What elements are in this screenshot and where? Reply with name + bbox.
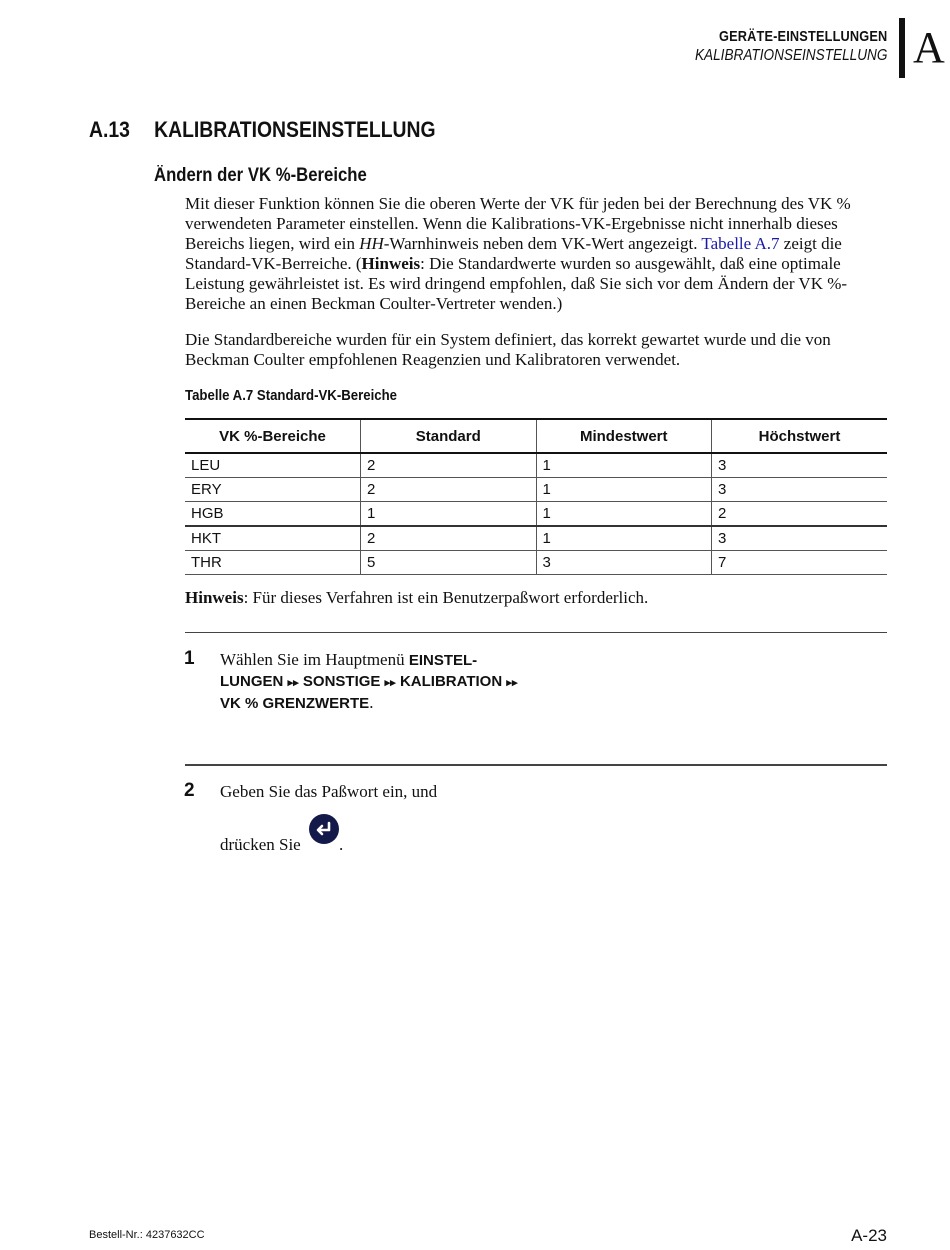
table-cell: 1 [361,502,537,527]
order-number: Bestell-Nr.: 4237632CC [89,1229,205,1241]
intro-text-3: zeigt die Standard-VK-Berreiche. ( [185,234,842,273]
table-header: Standard [361,419,537,453]
table-cell: 3 [712,478,888,502]
note-label: Hinweis [185,588,244,607]
header-section: KALIBRATIONSEINSTELLUNG [694,47,887,64]
table-row [185,453,887,478]
table-cell: 2 [361,478,537,502]
menu-keyword: KALIBRATION [399,673,503,690]
table-link[interactable]: Tabelle A.7 [701,234,780,253]
table-cell: 2 [712,502,888,527]
menu-arrow: ▸▸ [287,677,299,689]
password-note [185,588,887,608]
intro-note-label: Hinweis [361,254,421,273]
table-row [185,478,887,502]
step-2-continuation [220,822,540,855]
section-title: KALIBRATIONSEINSTELLUNG [154,117,436,142]
note-text: : Für dieses Verfahren ist ein Benutzerpaßwort erforderlich. [243,588,649,607]
table-cell: LEU [185,453,361,478]
step-divider [185,764,887,766]
table-cell: 1 [536,526,712,551]
menu-keyword: EINSTEL- [408,652,478,669]
table-cell: 3 [712,453,888,478]
table-cell: THR [185,551,361,575]
table-cell: 5 [361,551,537,575]
step-number: 2 [184,780,195,801]
table-cell: 3 [536,551,712,575]
table-header-row [185,419,887,453]
table-row [185,526,887,551]
table-row [185,502,887,527]
table-cell: 1 [536,453,712,478]
menu-keyword: LUNGEN [220,673,284,690]
intro-text-1: Mit dieser Funktion können Sie die oberen Werte der VK für jeden bei der Berechnung des VK % verwendeten Parameter einstellen. Wenn die Kalibrations-VK-Ergebnisse nicht innerhalb dieses Bereichs liegen, wird ein [185,194,851,253]
table-row [185,551,887,575]
menu-arrow: ▸▸ [506,677,518,689]
header-bar [899,18,905,78]
section-number: A.13 [89,117,130,142]
table-cell: 1 [536,502,712,527]
step-end: . [369,693,374,712]
table-header: VK %-Bereiche [185,419,361,453]
vk-ranges-table [185,418,887,575]
header-chapter: GERÄTE-EINSTELLUNGEN [718,28,887,45]
menu-arrow: ▸▸ [384,677,396,689]
running-header [661,28,887,65]
table-cell: 1 [536,478,712,502]
intro-text-4: : Die Standardwerte wurden so ausgewählt, daß eine optimale Leistung gewährleistet ist. Es wird dringend empfohlen, daß Sie sich vor dem Ändern der VK %-Bereiche an einen Beckman Coulter-Vertreter wenden.) [185,254,848,313]
step-number: 1 [184,648,195,669]
table-cell: HGB [185,502,361,527]
intro-paragraph [185,194,887,314]
enter-key-icon [309,814,339,844]
step-text: Wählen Sie im Hauptmenü [220,650,409,669]
step-2-instruction: Geben Sie das Paßwort ein, und [220,782,438,801]
step-1-instruction [220,650,540,714]
section-heading [89,117,436,143]
table-header: Höchstwert [712,419,888,453]
subheading: Ändern der VK %-Bereiche [154,165,367,186]
menu-keyword: VK % GRENZWERTE [220,695,370,712]
table-header: Mindestwert [536,419,712,453]
table-cell: HKT [185,526,361,551]
table-cell: 2 [361,453,537,478]
table-cell: 3 [712,526,888,551]
intro-text-2: -Warnhinweis neben dem VK-Wert angezeigt. [383,234,702,253]
hh-flag: HH [359,234,384,253]
table-cell: ERY [185,478,361,502]
table-cell: 2 [361,526,537,551]
standard-ranges-paragraph: Die Standardbereiche wurden für ein System definiert, das korrekt gewartet wurde und die von Beckman Coulter empfohlenen Reagenzien und Kalibratoren verwendet. [185,330,831,369]
step-divider [185,632,887,633]
page-number: A-23 [851,1226,887,1245]
appendix-letter: A [913,23,945,72]
step-end: . [338,835,344,854]
menu-keyword: SONSTIGE [302,673,381,690]
table-caption: Tabelle A.7 Standard-VK-Bereiche [185,387,397,404]
step-text: drücken Sie [220,835,301,854]
table-cell: 7 [712,551,888,575]
